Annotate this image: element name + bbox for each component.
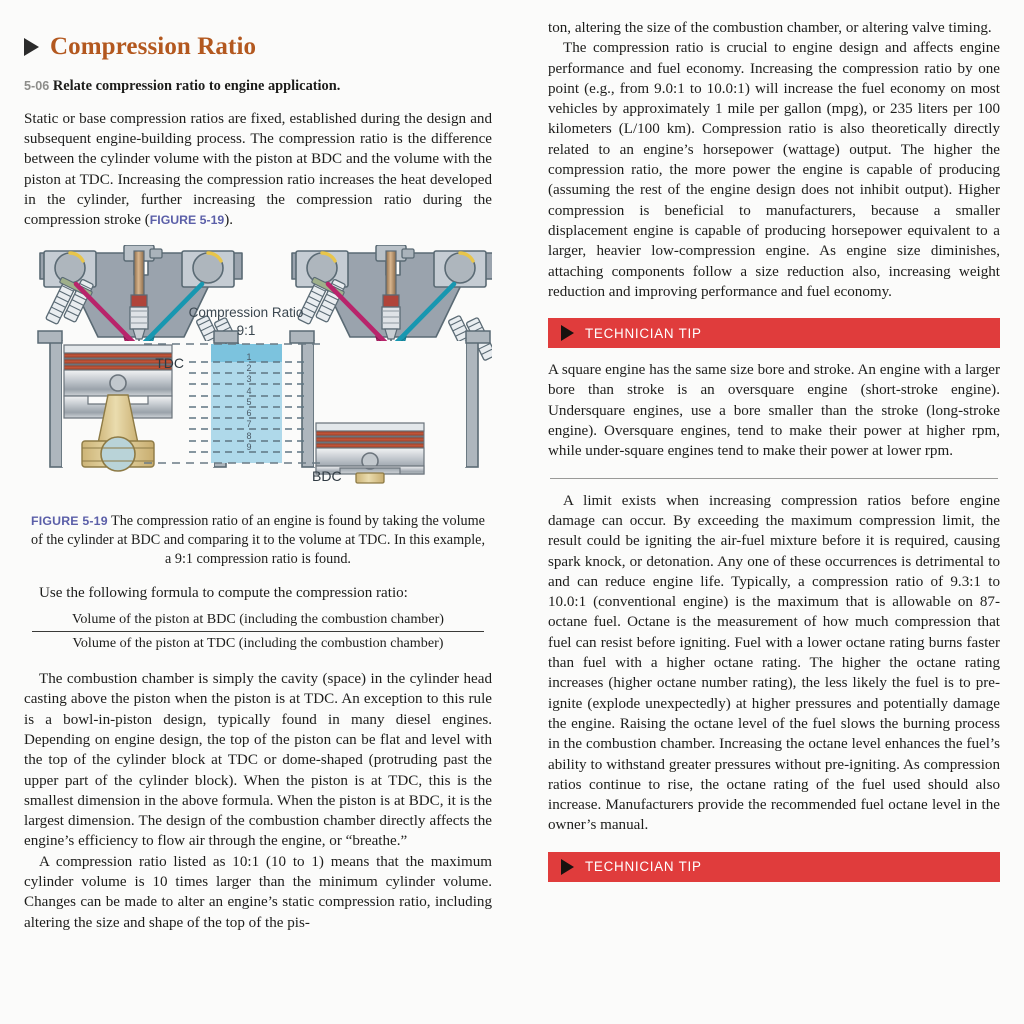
- technician-tip-banner-2: [548, 852, 1000, 882]
- scale-ratio: 9:1: [236, 322, 256, 338]
- two-column-layout: [24, 18, 1000, 1024]
- triangle-right-icon: [561, 325, 574, 341]
- figure-5-19: [24, 245, 492, 570]
- figure-caption: [30, 512, 486, 570]
- svg-text:3: 3: [246, 373, 252, 384]
- formula-lead-text: Use the following formula to compute the compression ratio:: [39, 585, 408, 602]
- technician-tip-label: TECHNICIAN TIP: [585, 325, 702, 341]
- page-title: Compression Ratio: [50, 33, 257, 60]
- formula-numerator: Volume of the piston at BDC (including the combustion chamber): [32, 611, 484, 632]
- svg-text:1: 1: [246, 351, 252, 362]
- formula-denominator: Volume of the piston at TDC (including the combustion chamber): [72, 635, 444, 652]
- triangle-right-icon: [24, 38, 39, 56]
- paragraph-text-part2: ).: [224, 212, 234, 229]
- section-header: [24, 34, 492, 59]
- svg-text:5: 5: [246, 396, 252, 407]
- label-bdc: BDC: [312, 467, 342, 484]
- objective-text: Relate compression ratio to engine application.: [52, 78, 341, 94]
- technician-tip-1-text: A square engine has the same size bore and stroke. An engine with a larger bore than stroke is an oversquare engine (short-stroke engine). Undersquare engines, use a bore smaller than the stroke (long-stroke engine). Oversquare engines, tend to make their power at higher rpm, while under-square engines tend to make their power at lower rpm.: [548, 362, 1000, 460]
- objective-number: 5-06: [24, 79, 50, 93]
- section-divider: [550, 478, 998, 479]
- paragraph-continuation: ton, altering the size of the combustion chamber, or altering valve timing.: [548, 20, 992, 36]
- figure-caption-text: The compression ratio of an engine is found by taking the volume of the cylinder at BDC and comparing it to the volume at TDC. In this example, a 9:1 compression ratio is found.: [30, 512, 486, 567]
- paragraph-text-part1: Static or base compression ratios are fixed, established during the design and subsequent engine-building process. The compression ratio is the difference between the cylinder volume with the piston at BDC and the volume with the piston at TDC. Increasing the compression ratio increases the heat developed in the cylinder, further increasing the compression ratio during the compression stroke (: [24, 110, 492, 229]
- paragraph-ratio-10-to-1: A compression ratio listed as 10:1 (10 to 1) means that the maximum cylinder volume is 10 times larger than the minimum cylinder volume. Changes can be made to alter an engine’s static compression ratio, including altering the size and shape of the top of the pis-: [24, 853, 492, 931]
- paragraph-static-compression: [24, 109, 492, 231]
- paragraph-octane-limit: A limit exists when increasing compression ratios before engine damage can occur. By exceeding the maximum compression limit, the result could be igniting the air-fuel mixture before it is required, causing spark knock, or detonation. Any one of these occurrences is detrimental to and can reduce engine life. Typically, a compression ratio of 9.3:1 to 10.0:1 (conventional engine) is the maximum that is allowable on 87-octane fuel. Octane is the measurement of how much compression that fuel can resist before igniting. Fuel with a lower octane rating burns faster than fuel with a higher octane rating. The higher the octane rating increases (higher octane number rating), the less likely the fuel is to pre-ignite (explode unexpectedly) at higher pressures and potentially damage the engine. Raising the octane level of the fuel slows the burning process in the combustion chamber. Increasing the octane level enhances the fuel’s ability to withstand greater pressures without pre-igniting. As compression ratios continue to rise, the octane rating of the fuel used should also increase. Manufacturers provide the recommended fuel octane level in the owner’s manual.: [548, 492, 1000, 834]
- triangle-right-icon: [561, 859, 574, 875]
- svg-text:8: 8: [246, 430, 252, 441]
- svg-text:2: 2: [246, 362, 252, 373]
- right-column: [548, 18, 1000, 1024]
- compression-ratio-formula: [32, 611, 484, 652]
- learning-objective: [24, 77, 492, 96]
- label-tdc: TDC: [155, 354, 184, 371]
- figure-reference-link[interactable]: FIGURE 5-19: [149, 213, 225, 228]
- svg-text:6: 6: [246, 407, 252, 418]
- engine-right-bdc: [290, 245, 492, 483]
- svg-text:7: 7: [246, 418, 252, 429]
- figure-label: FIGURE 5-19: [31, 513, 108, 528]
- svg-text:4: 4: [246, 385, 252, 396]
- engine-compression-diagram: [24, 245, 492, 501]
- paragraph-ratio-crucial: The compression ratio is crucial to engine design and affects engine performance and fuel economy. Increasing the compression ratio by one point (e.g., from 9.0:1 to 10.0:1) will increase the fuel economy on most vehicles by approximately 1 mile per gallon (mpg), or 235 liters per 100 kilometers (L/100 km). Compression ratio is also theoretically directly related to an engine’s horsepower (wattage) output. The higher the compression ratio, the more power the engine is capable of producing (assuming the rest of the engine design does not inhibit output). Higher compression is beneficial to manufacturers, because a smaller displacement engine is capable of producing horsepower equivalent to a larger, heavier low-compression engine. As engine size diminishes, attaching components follow a size reduction also, increasing weight reduction and improving performance and fuel economy.: [548, 40, 1000, 300]
- left-column: [24, 18, 492, 1024]
- technician-tip-banner-1: [548, 318, 1000, 348]
- paragraph-combustion-chamber: The combustion chamber is simply the cavity (space) in the cylinder head casting above the piston when the piston is at TDC. An exception to this rule is a bowl-in-piston design, typically found in many diesel engines. Depending on engine design, the top of the piston can be flat and level with the top of the cylinder block at TDC or dome-shaped (protruding past the upper part of the cylinder block). When the piston is at TDC, this is the smallest dimension in the above formula. When the piston is at BDC, it is the largest dimension. The design of the combustion chamber directly affects the engine’s efficiency to flow air through the engine, or “breathe.”: [24, 671, 492, 850]
- technician-tip-label: TECHNICIAN TIP: [585, 859, 702, 875]
- svg-text:9: 9: [246, 441, 252, 452]
- scale-title: Compression Ratio: [188, 304, 304, 320]
